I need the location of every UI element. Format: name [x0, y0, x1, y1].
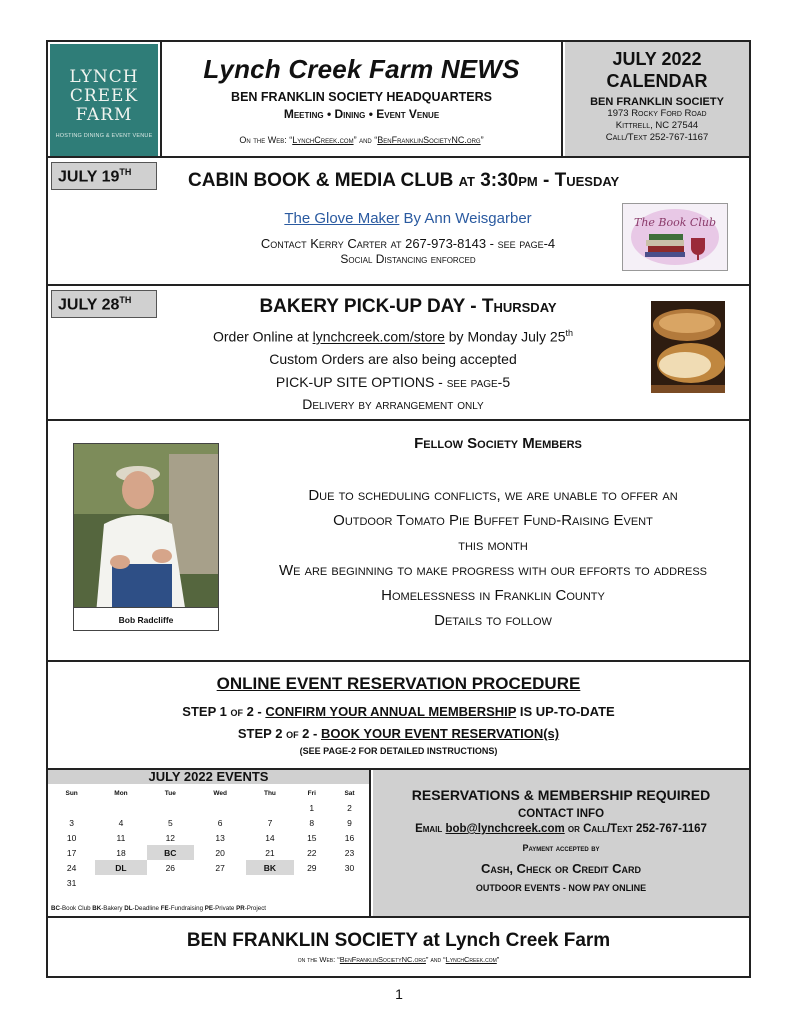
calendar-day-cell: [294, 875, 330, 890]
event-date-suffix: TH: [119, 167, 132, 177]
legend-code: BK: [92, 905, 102, 912]
calendar-grid: [48, 786, 369, 890]
calendar-day-cell: [147, 860, 194, 875]
calendar-day-label: 14: [265, 832, 275, 843]
calendar-day-cell: [194, 845, 246, 860]
calendar-day-label: 23: [344, 847, 355, 858]
call-text: or Call/Text 252-767-1167: [564, 823, 707, 835]
book-club-section: [46, 158, 751, 286]
step-2-label: STEP 2 of 2 -: [237, 726, 321, 741]
contact-line: [373, 823, 749, 835]
calendar-day-cell: [194, 800, 246, 815]
book-title-link[interactable]: The Glove Maker: [284, 210, 400, 227]
members-heading: Fellow Society Members: [414, 435, 582, 452]
footer-web-links: [48, 955, 749, 964]
calendar-day-cell: [48, 875, 95, 890]
calendar-day-cell: [147, 800, 194, 815]
members-paragraph-line: this month: [458, 537, 528, 554]
legend-label: -Deadline: [132, 905, 161, 912]
calendar-day-cell: [246, 875, 293, 890]
calendar-day-label: 13: [215, 832, 225, 843]
bread-photo: [651, 301, 725, 393]
calendar-day-label: 20: [215, 847, 225, 858]
calendar-day-cell: [330, 860, 369, 875]
pickup-options-line: PICK-UP SITE OPTIONS - see page-5: [275, 374, 511, 390]
logo-line: FARM: [75, 105, 133, 125]
delivery-line: Delivery by arrangement only: [302, 396, 484, 412]
weekday-label: Sun: [65, 789, 78, 797]
web-link-lynchcreek[interactable]: LynchCreek.com: [292, 135, 354, 145]
members-paragraph-line: Details to follow: [434, 612, 552, 629]
order-line: [158, 328, 628, 345]
page-number: 1: [395, 986, 403, 1002]
newsletter-subtitle: BEN FRANKLIN SOCIETY HEADQUARTERS: [231, 90, 492, 104]
weekday-label: Mon: [114, 789, 128, 797]
order-deadline-suffix: th: [565, 328, 574, 338]
calendar-day-cell: [294, 800, 330, 815]
calendar-day-cell: [95, 860, 146, 875]
calendar-day-cell: [95, 815, 146, 830]
calendar-day-label: 7: [267, 817, 273, 828]
logo-line: CREEK: [69, 86, 139, 106]
org-name: BEN FRANKLIN SOCIETY: [590, 96, 724, 108]
legend-code: DL: [124, 905, 133, 912]
calendar-day-cell: [147, 845, 194, 860]
calendar-day-cell: [330, 830, 369, 845]
calendar-day-label: 31: [66, 877, 77, 888]
calendar-week-row: [48, 815, 369, 830]
calendar-day-cell: [147, 815, 194, 830]
calendar-month: JULY 2022: [612, 49, 702, 69]
book-author: By Ann Weisgarber: [399, 210, 532, 227]
calendar-day-label: 1: [309, 802, 315, 813]
calendar-day-cell: [246, 830, 293, 845]
calendar-day-cell: [48, 815, 95, 830]
calendar-day-label: DL: [115, 862, 127, 873]
members-paragraph-line: We are beginning to make progress with our efforts to address: [278, 562, 708, 579]
footer-web-mid: ” and “: [425, 955, 446, 964]
calendar-row: [46, 770, 751, 918]
calendar-day-cell: [330, 815, 369, 830]
footer-link-lynchcreek[interactable]: LynchCreek.com: [445, 955, 497, 964]
calendar-day-label: 16: [344, 832, 355, 843]
legend-label: -Book Club: [59, 905, 93, 912]
weekday-label: Sat: [344, 789, 355, 797]
newsletter-title: Lynch Creek Farm NEWS: [203, 54, 520, 84]
logo-tagline: HOSTING DINING & EVENT VENUE: [55, 133, 153, 139]
event-title: CABIN BOOK & MEDIA CLUB at 3:30pm - Tuesday: [188, 170, 620, 191]
procedure-heading: ONLINE EVENT RESERVATION PROCEDURE: [216, 674, 581, 693]
procedure-note: (SEE PAGE-2 FOR DETAILED INSTRUCTIONS): [299, 746, 498, 756]
calendar-week-row: [48, 830, 369, 845]
logo-line: LYNCH: [69, 67, 139, 87]
step-1: [48, 704, 749, 719]
web-prefix: On the Web: “: [239, 135, 293, 145]
calendar-day-label: 26: [165, 862, 176, 873]
calendar-week-row: [48, 875, 369, 890]
address-line-2: Kittrell, NC 27544: [615, 120, 699, 131]
event-contact: Contact Kerry Carter at 267-973-8143 - see page-4: [260, 236, 556, 251]
lynch-creek-farm-logo: [50, 44, 158, 156]
event-date-suffix: TH: [119, 295, 132, 305]
footer-link-benfranklin[interactable]: BenFranklinSocietyNC.org: [339, 955, 426, 964]
members-paragraph-line: Due to scheduling conflicts, we are unable to offer an: [308, 487, 678, 504]
calendar-day-label: 21: [265, 847, 275, 858]
calendar-week-row: [48, 800, 369, 815]
web-link-benfranklin[interactable]: BenFranklinSocietyNC.org: [377, 135, 481, 145]
custom-orders-line: Custom Orders are also being accepted: [269, 351, 517, 367]
address-line-1: 1973 Rocky Ford Road: [607, 108, 707, 119]
footer-web-prefix: on the Web: “: [297, 955, 340, 964]
calendar-day-cell: [48, 800, 95, 815]
calendar-day-cell: [294, 845, 330, 860]
web-links: [162, 135, 561, 145]
members-section: [46, 421, 751, 662]
calendar-day-cell: [48, 830, 95, 845]
calendar-day-label: 6: [217, 817, 223, 828]
calendar-day-cell: [147, 830, 194, 845]
legend-code: BC: [51, 905, 60, 912]
calendar-day-cell: [147, 875, 194, 890]
weekday-label: Tue: [164, 789, 176, 797]
order-text: Order Online at: [212, 328, 313, 345]
calendar-day-cell: [194, 875, 246, 890]
calendar-legend: [51, 905, 369, 912]
calendar-day-label: 2: [347, 802, 352, 813]
book-club-image-text: The Book Club: [634, 216, 716, 229]
calendar-day-label: 8: [309, 817, 315, 828]
calendar-day-label: 18: [116, 847, 126, 858]
photo-caption: Bob Radcliffe: [73, 607, 219, 631]
calendar-day-cell: [95, 845, 146, 860]
calendar-day-cell: [95, 830, 146, 845]
step-1-label: STEP 1 of 2 -: [182, 704, 266, 719]
members-paragraph-line: Outdoor Tomato Pie Buffet Fund-Raising Event: [333, 512, 653, 529]
calendar-heading-block: [565, 42, 749, 156]
contact-info-label: CONTACT INFO: [517, 808, 605, 820]
reservations-panel: [373, 770, 749, 916]
legend-label: -Project: [244, 905, 267, 912]
event-date-tag: [51, 162, 157, 190]
calendar-day-label: 9: [347, 817, 352, 828]
newsletter-tagline: Meeting • Dining • Event Venue: [283, 107, 440, 121]
calendar-day-cell: [246, 860, 293, 875]
calendar-day-cell: [95, 800, 146, 815]
calendar-day-label: 12: [165, 832, 176, 843]
calendar-day-cell: [194, 830, 246, 845]
calendar-day-label: 27: [215, 862, 225, 873]
calendar-day-cell: [330, 845, 369, 860]
calendar-week-row: [48, 860, 369, 875]
calendar-day-cell: [194, 815, 246, 830]
calendar-title: JULY 2022 EVENTS: [48, 770, 369, 784]
calendar-day-cell: [246, 800, 293, 815]
calendar-day-label: 5: [167, 817, 173, 828]
calendar-day-label: 4: [118, 817, 124, 828]
events-calendar: [48, 770, 371, 916]
calendar-day-label: BK: [263, 862, 277, 873]
book-line: [188, 210, 628, 227]
calendar-day-label: 29: [307, 862, 317, 873]
web-mid: ” and “: [353, 135, 378, 145]
event-date: JULY 19: [58, 168, 120, 186]
masthead-title-block: [160, 42, 563, 156]
calendar-day-cell: [330, 800, 369, 815]
calendar-week-row: [48, 845, 369, 860]
footer-title: BEN FRANKLIN SOCIETY at Lynch Creek Farm: [186, 930, 611, 951]
web-suffix: ”: [480, 135, 484, 145]
calendar-day-cell: [246, 815, 293, 830]
confirm-membership-link[interactable]: CONFIRM YOUR ANNUAL MEMBERSHIP: [265, 704, 517, 719]
weekday-label: Fri: [307, 789, 316, 797]
step-1-suffix: IS UP-TO-DATE: [516, 704, 615, 719]
legend-code: FE: [160, 905, 169, 912]
calendar-day-label: 24: [66, 862, 77, 873]
calendar-weekday-row: [48, 786, 369, 800]
calendar-day-cell: [294, 815, 330, 830]
calendar-day-cell: [48, 860, 95, 875]
calendar-day-cell: [194, 860, 246, 875]
members-paragraph-line: Homelessness in Franklin County: [381, 587, 605, 604]
calendar-day-cell: [294, 830, 330, 845]
payment-label: Payment accepted by: [522, 843, 600, 853]
calendar-day-label: 11: [116, 832, 126, 843]
calendar-day-label: 15: [307, 832, 317, 843]
email-link[interactable]: bob@lynchcreek.com: [445, 823, 565, 835]
step-2: [48, 726, 749, 741]
weekday-label: Thu: [263, 789, 276, 797]
outdoor-events-note: OUTDOOR EVENTS - NOW PAY ONLINE: [475, 883, 647, 893]
phone-line: Call/Text 252-767-1167: [605, 132, 709, 143]
calendar-day-label: 17: [66, 847, 77, 858]
calendar-day-label: 3: [69, 817, 74, 828]
calendar-day-cell: [246, 845, 293, 860]
reservations-heading: RESERVATIONS & MEMBERSHIP REQUIRED: [411, 787, 711, 803]
calendar-day-cell: [48, 845, 95, 860]
legend-label: -Bakery: [101, 905, 125, 912]
order-deadline: by Monday July 25: [444, 328, 566, 345]
book-club-image: [622, 203, 728, 271]
event-note: Social Distancing enforced: [340, 252, 476, 266]
masthead: [46, 40, 751, 158]
store-link[interactable]: lynchcreek.com/store: [312, 328, 445, 345]
legend-label: -Private: [213, 905, 237, 912]
weekday-label: Wed: [213, 789, 227, 797]
calendar-day-label: 30: [344, 862, 355, 873]
footer-web-suffix: ”: [496, 955, 500, 964]
calendar-day-cell: [294, 860, 330, 875]
payment-methods: Cash, Check or Credit Card: [480, 861, 642, 876]
event-title: BAKERY PICK-UP DAY - Thursday: [259, 296, 557, 317]
email-label: Email: [415, 823, 446, 835]
calendar-label: CALENDAR: [606, 71, 708, 91]
reservation-procedure-section: [46, 662, 751, 770]
legend-code: PR: [236, 905, 245, 912]
bob-radcliffe-photo: [73, 443, 219, 631]
calendar-day-cell: [330, 875, 369, 890]
book-reservation-link[interactable]: BOOK YOUR EVENT RESERVATION(s): [320, 726, 560, 741]
calendar-day-label: 10: [66, 832, 77, 843]
calendar-day-label: BC: [164, 847, 177, 858]
calendar-day-label: 22: [307, 847, 317, 858]
calendar-day-cell: [95, 875, 146, 890]
legend-code: PE: [204, 905, 214, 912]
legend-label: -Fundraising: [168, 905, 205, 912]
event-date: JULY 28: [58, 296, 120, 314]
footer: [46, 918, 751, 978]
bakery-section: [46, 286, 751, 421]
